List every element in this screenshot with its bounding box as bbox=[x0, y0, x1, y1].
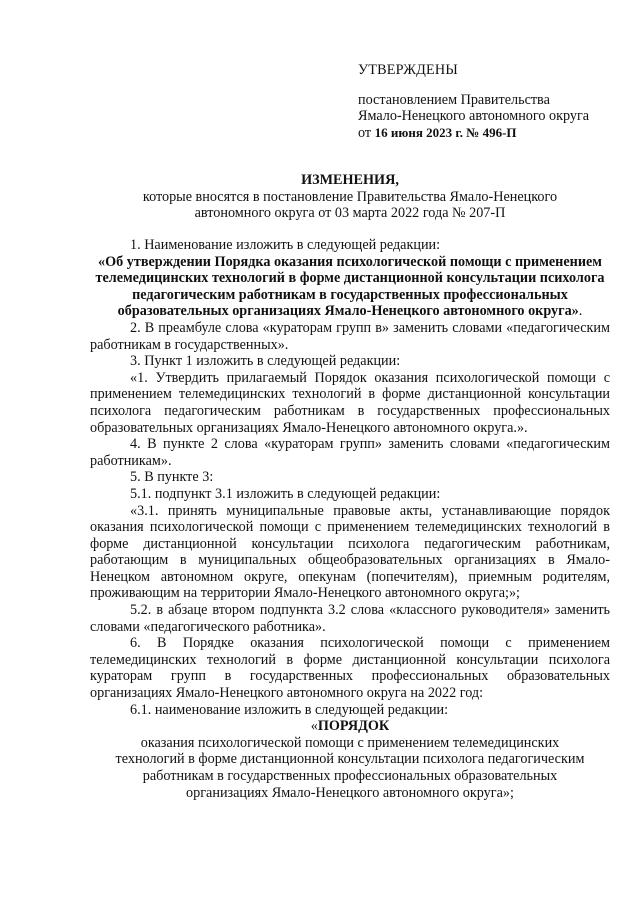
approval-line-2: Ямало-Ненецкого автономного округа bbox=[358, 108, 590, 125]
order-line-4: организациях Ямало-Ненецкого автономного округа»; bbox=[186, 784, 514, 801]
item-1-new-title bbox=[90, 254, 610, 320]
item-1: 1. Наименование изложить в следующей редакции: bbox=[130, 237, 441, 253]
item-1-end: . bbox=[578, 303, 583, 320]
approval-date-line bbox=[358, 125, 628, 142]
approval-date-prefix: от bbox=[358, 124, 375, 141]
document-header bbox=[90, 172, 610, 222]
document-title: ИЗМЕНЕНИЯ, bbox=[301, 172, 399, 188]
order-line-2: технологий в форме дистанционной консультации психолога педагогическим bbox=[115, 751, 585, 768]
approval-title: УТВЕРЖДЕНЫ bbox=[358, 62, 458, 78]
approval-line-1: постановлением Правительства bbox=[358, 91, 550, 108]
item-4: 4. В пункте 2 слова «кураторам групп» заменить словами «педагогическим работникам». bbox=[90, 436, 610, 469]
item-6: 6. В Порядке оказания психологической помощи с применением телемедицинских технологий в форме дистанционной консультации психолога кураторам групп в государственных профессиональных образовательных организациях Ямало-Ненецкого автономного округа на 2022 год: bbox=[90, 635, 610, 702]
item-1-new-title-text: «Об утверждении Порядка оказания психологической помощи с применением телемедицинских технологий в форме дистанционной консультации психолога педагогическим работникам в государственных профессиональных образовательных организациях Ямало-Ненецкого автономного округа» bbox=[95, 253, 605, 320]
item-5: 5. В пункте 3: bbox=[130, 469, 214, 486]
item-3-quote: «1. Утвердить прилагаемый Порядок оказания психологической помощи с применением телемедицинских технологий в форме дистанционной консультации психолога педагогическим работникам в государственных профессиональных образовательных организациях Ямало-Ненецкого автономного округа.». bbox=[90, 369, 610, 436]
item-5-1: 5.1. подпункт 3.1 изложить в следующей редакции: bbox=[130, 485, 441, 502]
order-quote-open: « bbox=[310, 718, 318, 735]
document-body bbox=[90, 237, 610, 801]
approval-block bbox=[358, 62, 628, 141]
document-subtitle-line-2: автономного округа от 03 марта 2022 года № 207-П bbox=[194, 205, 506, 222]
order-title bbox=[90, 718, 610, 735]
order-line-1: оказания психологической помощи с применением телемедицинских bbox=[140, 734, 560, 751]
order-line-3: работникам в государственных профессиональных образовательных bbox=[142, 768, 558, 784]
order-title-text: ПОРЯДОК bbox=[317, 718, 390, 735]
item-5-2: 5.2. в абзаце втором подпункта 3.2 слова «классного руководителя» заменить словами «педагогического работника». bbox=[90, 602, 610, 635]
item-3: 3. Пункт 1 изложить в следующей редакции: bbox=[130, 353, 401, 370]
item-2: 2. В преамбуле слова «кураторам групп в» заменить словами «педагогическим работникам в государственных». bbox=[90, 319, 610, 353]
document-subtitle-line-1: которые вносятся в постановление Правительства Ямало-Ненецкого bbox=[142, 188, 558, 205]
approval-date: 16 июня 2023 г. № 496-П bbox=[374, 124, 517, 140]
item-5-1-quote: «3.1. принять муниципальные правовые акты, устанавливающие порядок оказания психологической помощи с применением телемедицинских технологий в форме дистанционной консультации психолога педагогическим работникам, работающим в муниципальных общеобразовательных организациях в Ямало-Ненецком автономном округе, опекунам (попечителям), приемным родителям, проживающим на территории Ямало-Ненецкого автономного округа;»; bbox=[90, 502, 610, 602]
item-6-1: 6.1. наименование изложить в следующей редакции: bbox=[130, 701, 449, 718]
